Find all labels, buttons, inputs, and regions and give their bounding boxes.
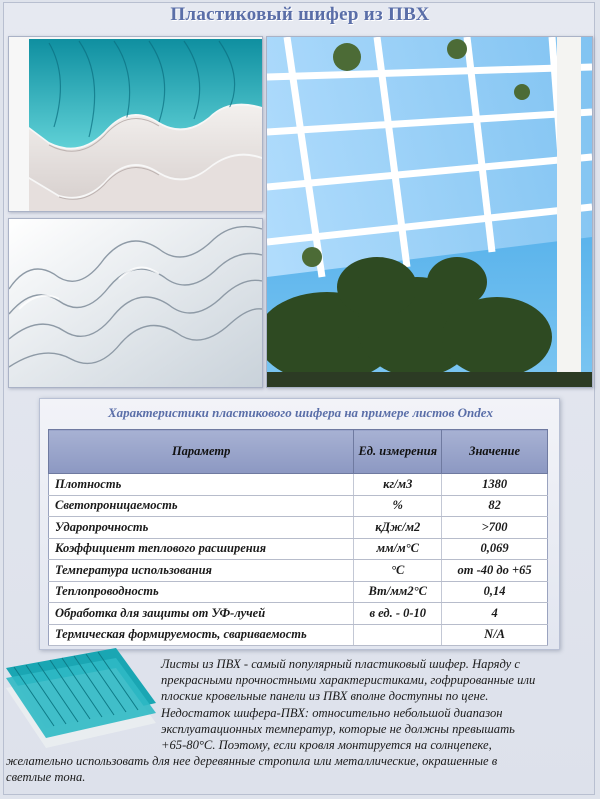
table-row	[49, 560, 548, 582]
description-line: +65-80°С. Поэтому, если кровля монтируется на солнцепеке,	[161, 738, 492, 753]
row-param: Плотность	[49, 474, 354, 496]
row-unit: Вт/мм2°С	[354, 581, 442, 603]
description-line: прекрасными прочностными характеристиками, гофрированные или	[161, 673, 536, 688]
description-line: желательно использовать для нее деревянные стропила или металлические, окрашенные в	[6, 754, 498, 769]
header-unit: Ед. измерения	[354, 430, 442, 474]
row-value: 4	[442, 603, 548, 625]
description-line: Недостаток шифера-ПВХ: относительно небольшой диапазон	[161, 705, 503, 720]
description-line: эксплуатационных температур, которые не должны превышать	[161, 721, 515, 736]
specs-panel	[39, 398, 560, 650]
table-row	[49, 581, 548, 603]
row-value: от -40 до +65	[442, 560, 548, 582]
row-param: Теплопроводность	[49, 581, 354, 603]
table-row	[49, 495, 548, 517]
row-unit: мм/м°С	[354, 538, 442, 560]
specs-table	[48, 429, 548, 646]
row-param: Термическая формируемость, свариваемость	[49, 624, 354, 646]
description-line: Листы из ПВХ - самый популярный пластиковый шифер. Наряду с	[161, 657, 520, 671]
photo-roof-canopy	[266, 36, 593, 388]
description-paragraph	[6, 656, 584, 786]
row-unit: %	[354, 495, 442, 517]
row-param: Температура использования	[49, 560, 354, 582]
row-value: 0,069	[442, 538, 548, 560]
row-value: N/A	[442, 624, 548, 646]
row-unit: °С	[354, 560, 442, 582]
row-param: Светопроницаемость	[49, 495, 354, 517]
header-param: Параметр	[49, 430, 354, 474]
photo-teal-sheets	[8, 36, 263, 212]
table-row	[49, 538, 548, 560]
row-param: Ударопрочность	[49, 517, 354, 539]
row-value: 0,14	[442, 581, 548, 603]
photo-clear-sheets	[8, 218, 263, 388]
description-line: светлые тона.	[6, 770, 86, 785]
page-title: Пластиковый шифер из ПВХ	[170, 4, 430, 25]
table-row	[49, 474, 548, 496]
row-unit	[354, 624, 442, 646]
row-value: >700	[442, 517, 548, 539]
row-value: 82	[442, 495, 548, 517]
row-param: Коэффициент теплового расширения	[49, 538, 354, 560]
table-header-row	[49, 430, 548, 474]
table-row	[49, 603, 548, 625]
table-caption: Характеристики пластикового шифера на примере листов Ondex	[107, 405, 494, 420]
table-row	[49, 517, 548, 539]
row-unit: кг/м3	[354, 474, 442, 496]
row-value: 1380	[442, 474, 548, 496]
header-value: Значение	[442, 430, 548, 474]
row-unit: в ед. - 0-10	[354, 603, 442, 625]
row-unit: кДж/м2	[354, 517, 442, 539]
table-row	[49, 624, 548, 646]
description-line: плоские кровельные панели из ПВХ вполне доступны по цене.	[161, 689, 489, 704]
row-param: Обработка для защиты от УФ-лучей	[49, 603, 354, 625]
